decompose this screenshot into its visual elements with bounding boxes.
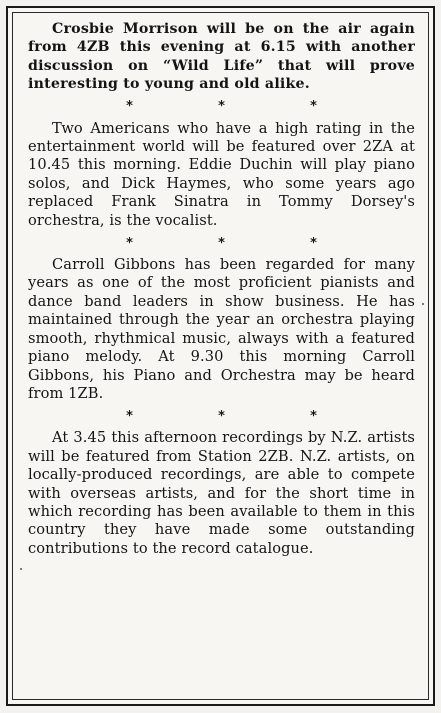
print-speck — [20, 568, 22, 570]
separator-asterisk: * — [310, 408, 317, 424]
separator-asterisk: * — [218, 408, 225, 424]
paragraph-nz-artists: At 3.45 this afternoon recordings by N.Z. artists will be featured from Station 2ZB. N.Z. artists, on locally-produced recordings, are able to compete with overseas artists, and for the short time in which recording has been available to them in this country they have made some outstanding contributions to the record catalogue. — [28, 429, 415, 557]
separator-asterisk: * — [126, 99, 133, 115]
separator-asterisk: * — [310, 235, 317, 251]
asterisk-separator — [28, 230, 415, 256]
article-column — [28, 20, 415, 558]
newspaper-clipping — [6, 6, 435, 706]
separator-asterisk: * — [126, 235, 133, 251]
paragraph-two-americans: Two Americans who have a high rating in the entertainment world will be featured over 2ZA at 10.45 this morning. Eddie Duchin will play piano solos, and Dick Haymes, who some years ago replaced Frank Sinatra in Tommy Dorsey's orchestra, is the vocalist. — [28, 119, 415, 229]
paragraph-crosbie-morrison: Crosbie Morrison will be on the air again from 4ZB this evening at 6.15 with another discussion on “Wild Life” that will prove interesting to young and old alike. — [28, 21, 415, 93]
separator-asterisk: * — [218, 235, 225, 251]
separator-asterisk: * — [310, 99, 317, 115]
asterisk-separator — [28, 94, 415, 120]
separator-asterisk: * — [126, 408, 133, 424]
paragraph-carroll-gibbons: Carroll Gibbons has been regarded for many years as one of the most proficient pianists and dance band leaders in show business. He has maintained through the year an orchestra playing smooth, rhythmical music, always with a featured piano melody. At 9.30 this morning Carroll Gibbons, his Piano and Orchestra may be heard from 1ZB. — [28, 256, 415, 402]
print-speck — [422, 303, 424, 305]
asterisk-separator — [28, 403, 415, 429]
separator-asterisk: * — [218, 99, 225, 115]
